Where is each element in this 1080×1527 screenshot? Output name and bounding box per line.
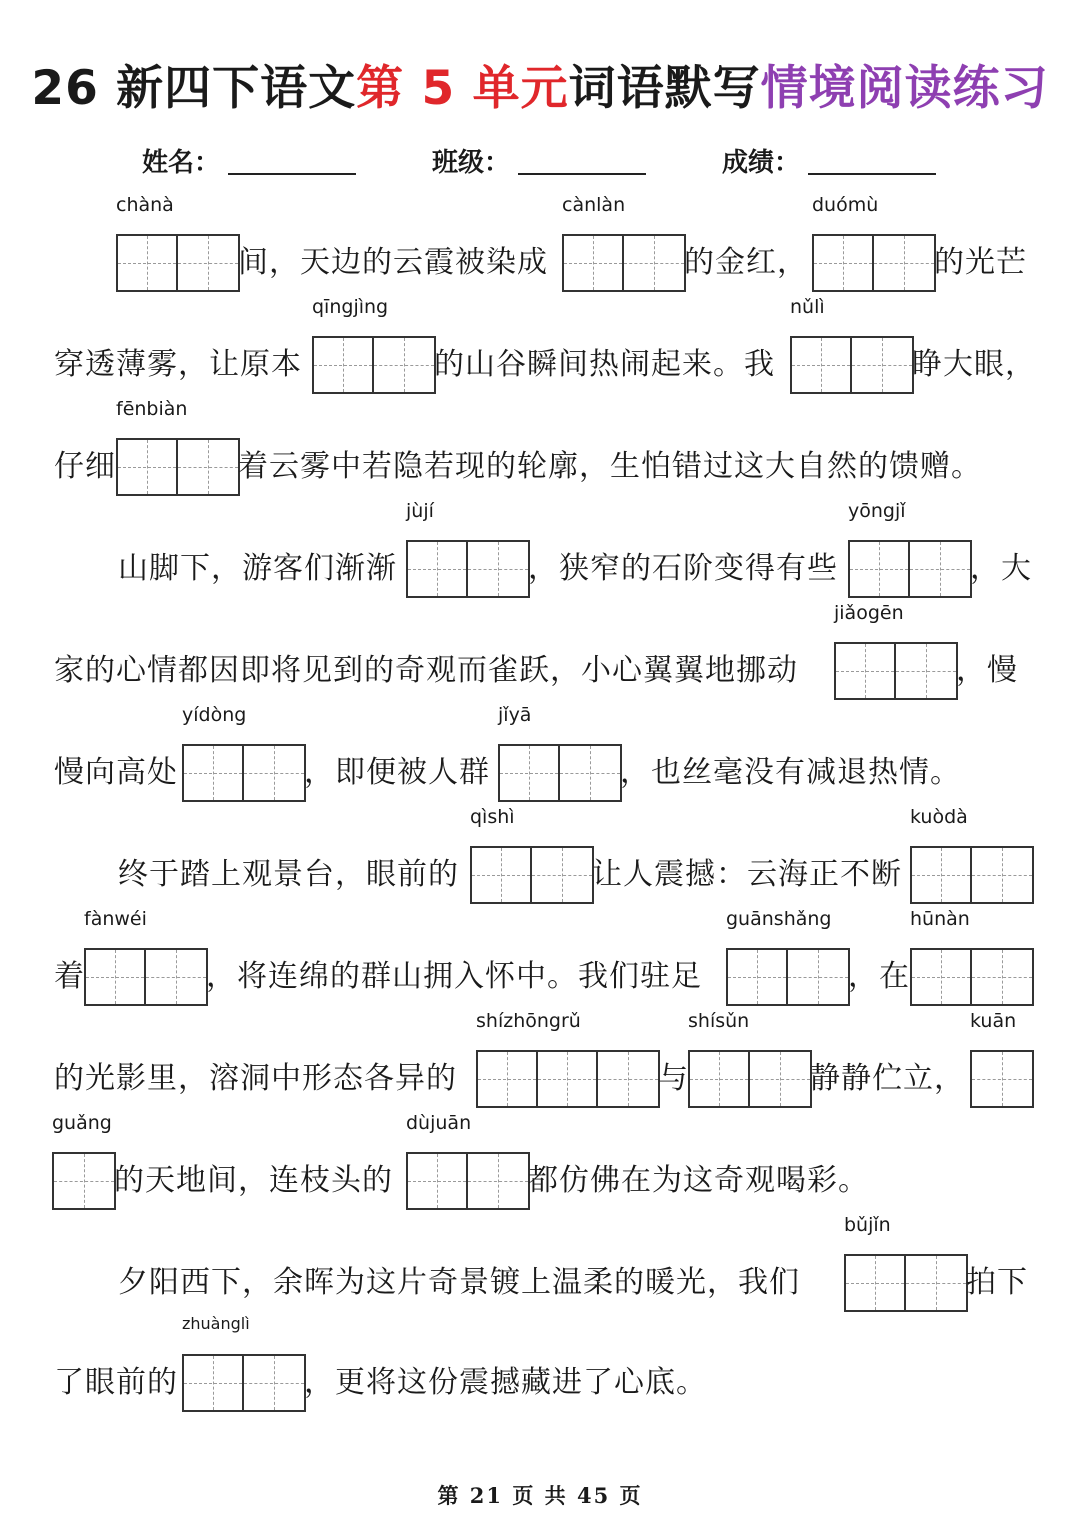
pinyin-syllable: fēn bbox=[116, 398, 147, 420]
pinyin-syllable: nǔ bbox=[790, 296, 815, 318]
sentence-text: 终于踏上观景台，眼前的 bbox=[118, 857, 459, 892]
pinyin-syllable: kuān bbox=[970, 1010, 1017, 1032]
pinyin-syllable: shǎng bbox=[773, 908, 832, 930]
pinyin-syllable: hūn bbox=[910, 908, 947, 930]
pinyin-syllable: zhuàng bbox=[182, 1314, 241, 1333]
text-line bbox=[0, 184, 1080, 294]
text-line bbox=[0, 286, 1080, 396]
text-line bbox=[0, 1102, 1080, 1212]
pinyin-syllable: gēn bbox=[867, 602, 904, 624]
answer-cell[interactable] bbox=[472, 848, 532, 902]
text-line bbox=[0, 388, 1080, 498]
answer-cell[interactable] bbox=[836, 644, 896, 698]
pinyin-syllable: qīng bbox=[312, 296, 354, 318]
answer-cell[interactable] bbox=[146, 950, 206, 1004]
pinyin-syllable: wéi bbox=[114, 908, 147, 930]
pinyin-syllable: lì bbox=[240, 1314, 250, 1333]
answer-grid[interactable] bbox=[910, 948, 1034, 1006]
answer-grid[interactable] bbox=[910, 846, 1034, 904]
score-label: 成绩： bbox=[722, 148, 801, 178]
sentence-text: 着 bbox=[54, 959, 85, 994]
answer-grid[interactable] bbox=[970, 1050, 1034, 1108]
answer-cell[interactable] bbox=[178, 236, 238, 290]
sentence-text: ，更将这份震撼藏进了心底。 bbox=[304, 1365, 707, 1400]
answer-grid[interactable] bbox=[116, 438, 240, 496]
sentence-text: 家的心情都因即将见到的奇观而雀跃，小心翼翼地挪动 bbox=[54, 653, 798, 688]
answer-cell[interactable] bbox=[468, 1154, 528, 1208]
answer-cell[interactable] bbox=[408, 542, 468, 596]
answer-cell[interactable] bbox=[118, 236, 178, 290]
answer-grid[interactable] bbox=[182, 744, 306, 802]
pinyin-syllable: jǐ bbox=[498, 704, 509, 726]
score-blank-line[interactable] bbox=[808, 173, 936, 175]
answer-cell[interactable] bbox=[178, 440, 238, 494]
pinyin-syllable: jǐ bbox=[894, 500, 906, 522]
answer-grid[interactable] bbox=[562, 234, 686, 292]
answer-cell[interactable] bbox=[374, 338, 434, 392]
answer-cell[interactable] bbox=[912, 950, 972, 1004]
pinyin-syllable: biàn bbox=[146, 398, 188, 420]
answer-grid[interactable] bbox=[116, 234, 240, 292]
answer-cell[interactable] bbox=[850, 542, 910, 596]
pinyin-syllable: zhōng bbox=[503, 1010, 561, 1032]
answer-cell[interactable] bbox=[500, 746, 560, 800]
sentence-text: 着云雾中若隐若现的轮廓，生怕错过这大自然的馈赠。 bbox=[238, 449, 982, 484]
pinyin-syllable: fàn bbox=[84, 908, 115, 930]
answer-cell[interactable] bbox=[478, 1052, 538, 1106]
answer-cell[interactable] bbox=[972, 1052, 1032, 1106]
sentence-text: ，即便被人群 bbox=[304, 755, 490, 790]
sentence-text: 睁大眼， bbox=[912, 347, 1036, 382]
pinyin-syllable: qì bbox=[470, 806, 488, 828]
answer-grid[interactable] bbox=[498, 744, 622, 802]
name-label: 姓名： bbox=[142, 148, 221, 178]
answer-grid[interactable] bbox=[312, 336, 436, 394]
sentence-text: 仔细 bbox=[54, 449, 116, 484]
answer-cell[interactable] bbox=[244, 1356, 304, 1410]
answer-cell[interactable] bbox=[690, 1052, 750, 1106]
sentence-text: 慢向高处 bbox=[54, 755, 178, 790]
answer-cell[interactable] bbox=[538, 1052, 598, 1106]
answer-cell[interactable] bbox=[852, 338, 912, 392]
answer-grid[interactable] bbox=[848, 540, 972, 598]
answer-cell[interactable] bbox=[564, 236, 624, 290]
pinyin-syllable: sǔn bbox=[715, 1010, 750, 1032]
name-field[interactable] bbox=[142, 142, 356, 179]
answer-cell[interactable] bbox=[314, 338, 374, 392]
pinyin-syllable: mù bbox=[847, 194, 879, 216]
pinyin-syllable: shí bbox=[688, 1010, 716, 1032]
text-line bbox=[0, 898, 1080, 1008]
pinyin-syllable: jiǎo bbox=[834, 602, 868, 624]
sentence-text: ，狭窄的石阶变得有些 bbox=[528, 551, 838, 586]
pinyin-syllable: kuò bbox=[910, 806, 945, 828]
pinyin-syllable: chà bbox=[116, 194, 151, 216]
answer-cell[interactable] bbox=[906, 1256, 966, 1310]
class-blank-line[interactable] bbox=[518, 173, 646, 175]
pinyin-syllable: shì bbox=[487, 806, 515, 828]
sentence-text: ，大 bbox=[970, 551, 1032, 586]
pinyin-syllable: jǐn bbox=[868, 1214, 891, 1236]
text-line bbox=[0, 490, 1080, 600]
answer-grid[interactable] bbox=[470, 846, 594, 904]
pinyin-syllable: jù bbox=[406, 500, 424, 522]
text-line bbox=[0, 796, 1080, 906]
sentence-text: ，也丝毫没有减退热情。 bbox=[620, 755, 961, 790]
sentence-text: 都仿佛在为这奇观喝彩。 bbox=[528, 1163, 869, 1198]
answer-cell[interactable] bbox=[972, 950, 1032, 1004]
pinyin-syllable: yí bbox=[182, 704, 199, 726]
answer-cell[interactable] bbox=[118, 440, 178, 494]
answer-cell[interactable] bbox=[86, 950, 146, 1004]
name-blank-line[interactable] bbox=[228, 173, 356, 175]
sentence-text: 与 bbox=[658, 1061, 689, 1096]
answer-grid[interactable] bbox=[726, 948, 850, 1006]
answer-grid[interactable] bbox=[834, 642, 958, 700]
text-line bbox=[0, 694, 1080, 804]
sentence-text: 间，天边的云霞被染成 bbox=[238, 245, 548, 280]
student-info-row bbox=[0, 142, 1080, 182]
answer-grid[interactable] bbox=[688, 1050, 812, 1108]
class-field[interactable] bbox=[432, 142, 646, 179]
pinyin-syllable: jí bbox=[423, 500, 434, 522]
answer-cell[interactable] bbox=[874, 236, 934, 290]
sentence-text: 的光影里，溶洞中形态各异的 bbox=[54, 1061, 457, 1096]
sentence-text: 让人震撼：云海正不断 bbox=[592, 857, 902, 892]
answer-cell[interactable] bbox=[624, 236, 684, 290]
title-part-unit: 第 5 单元 bbox=[356, 61, 569, 116]
answer-cell[interactable] bbox=[184, 746, 244, 800]
pinyin-syllable: bǔ bbox=[844, 1214, 869, 1236]
answer-cell[interactable] bbox=[788, 950, 848, 1004]
text-line bbox=[0, 1204, 1080, 1314]
page-footer: 第 21 页 共 45 页 bbox=[437, 1483, 643, 1508]
answer-grid[interactable] bbox=[84, 948, 208, 1006]
pinyin-syllable: càn bbox=[562, 194, 597, 216]
answer-cell[interactable] bbox=[728, 950, 788, 1004]
answer-cell[interactable] bbox=[846, 1256, 906, 1310]
answer-grid[interactable] bbox=[406, 1152, 530, 1210]
answer-cell[interactable] bbox=[184, 1356, 244, 1410]
sentence-text: 静静伫立， bbox=[810, 1061, 965, 1096]
answer-cell[interactable] bbox=[814, 236, 874, 290]
title-part-grade: 26 新四下语文 bbox=[31, 61, 357, 116]
pinyin-syllable: jìng bbox=[353, 296, 389, 318]
answer-cell[interactable] bbox=[532, 848, 592, 902]
sentence-text: 拍下 bbox=[966, 1265, 1028, 1300]
answer-cell[interactable] bbox=[54, 1154, 114, 1208]
sentence-text: 的光芒 bbox=[934, 245, 1027, 280]
sentence-text: ，将连绵的群山拥入怀中。我们驻足 bbox=[206, 959, 702, 994]
answer-grid[interactable] bbox=[182, 1354, 306, 1412]
pinyin-syllable: duó bbox=[812, 194, 848, 216]
pinyin-syllable: dà bbox=[944, 806, 968, 828]
pinyin-syllable: shí bbox=[476, 1010, 504, 1032]
pinyin-syllable: guān bbox=[726, 908, 774, 930]
pinyin-syllable: àn bbox=[946, 908, 970, 930]
pinyin-syllable: dù bbox=[406, 1112, 431, 1134]
answer-cell[interactable] bbox=[792, 338, 852, 392]
answer-grid[interactable] bbox=[812, 234, 936, 292]
pinyin-syllable: làn bbox=[596, 194, 626, 216]
score-field[interactable] bbox=[722, 142, 936, 179]
answer-grid[interactable] bbox=[476, 1050, 660, 1108]
answer-cell[interactable] bbox=[244, 746, 304, 800]
text-line bbox=[0, 1000, 1080, 1110]
answer-cell[interactable] bbox=[910, 542, 970, 596]
sentence-text: 的金红， bbox=[684, 245, 808, 280]
answer-cell[interactable] bbox=[468, 542, 528, 596]
pinyin-syllable: rǔ bbox=[560, 1010, 581, 1032]
answer-cell[interactable] bbox=[912, 848, 972, 902]
text-line bbox=[0, 1304, 1080, 1414]
sentence-text: 的山谷瞬间热闹起来。我 bbox=[434, 347, 775, 382]
pinyin-syllable: yā bbox=[508, 704, 532, 726]
sentence-text: 夕阳西下，余晖为这片奇景镀上温柔的暖光，我们 bbox=[118, 1265, 800, 1300]
sentence-text: ，在 bbox=[848, 959, 910, 994]
answer-cell[interactable] bbox=[408, 1154, 468, 1208]
sentence-text: 穿透薄雾，让原本 bbox=[54, 347, 302, 382]
pinyin-syllable: nà bbox=[150, 194, 174, 216]
sentence-text: ，慢 bbox=[956, 653, 1018, 688]
answer-cell[interactable] bbox=[560, 746, 620, 800]
answer-cell[interactable] bbox=[896, 644, 956, 698]
class-label: 班级： bbox=[432, 148, 511, 178]
pinyin-syllable: juān bbox=[430, 1112, 472, 1134]
answer-cell[interactable] bbox=[598, 1052, 658, 1106]
answer-grid[interactable] bbox=[406, 540, 530, 598]
pinyin-syllable: yōng bbox=[848, 500, 895, 522]
pinyin-syllable: guǎng bbox=[52, 1112, 112, 1134]
title-part-reading: 情境阅读练习 bbox=[760, 61, 1049, 116]
title-part-dictation: 词语默写 bbox=[568, 61, 761, 116]
sentence-text: 山脚下，游客们渐渐 bbox=[118, 551, 397, 586]
answer-cell[interactable] bbox=[972, 848, 1032, 902]
answer-cell[interactable] bbox=[750, 1052, 810, 1106]
pinyin-syllable: lì bbox=[814, 296, 825, 318]
pinyin-syllable: dòng bbox=[198, 704, 247, 726]
sentence-text: 了眼前的 bbox=[54, 1365, 178, 1400]
text-line bbox=[0, 592, 1080, 702]
page-title bbox=[0, 58, 1080, 120]
answer-grid[interactable] bbox=[52, 1152, 116, 1210]
answer-grid[interactable] bbox=[790, 336, 914, 394]
sentence-text: 的天地间，连枝头的 bbox=[114, 1163, 393, 1198]
